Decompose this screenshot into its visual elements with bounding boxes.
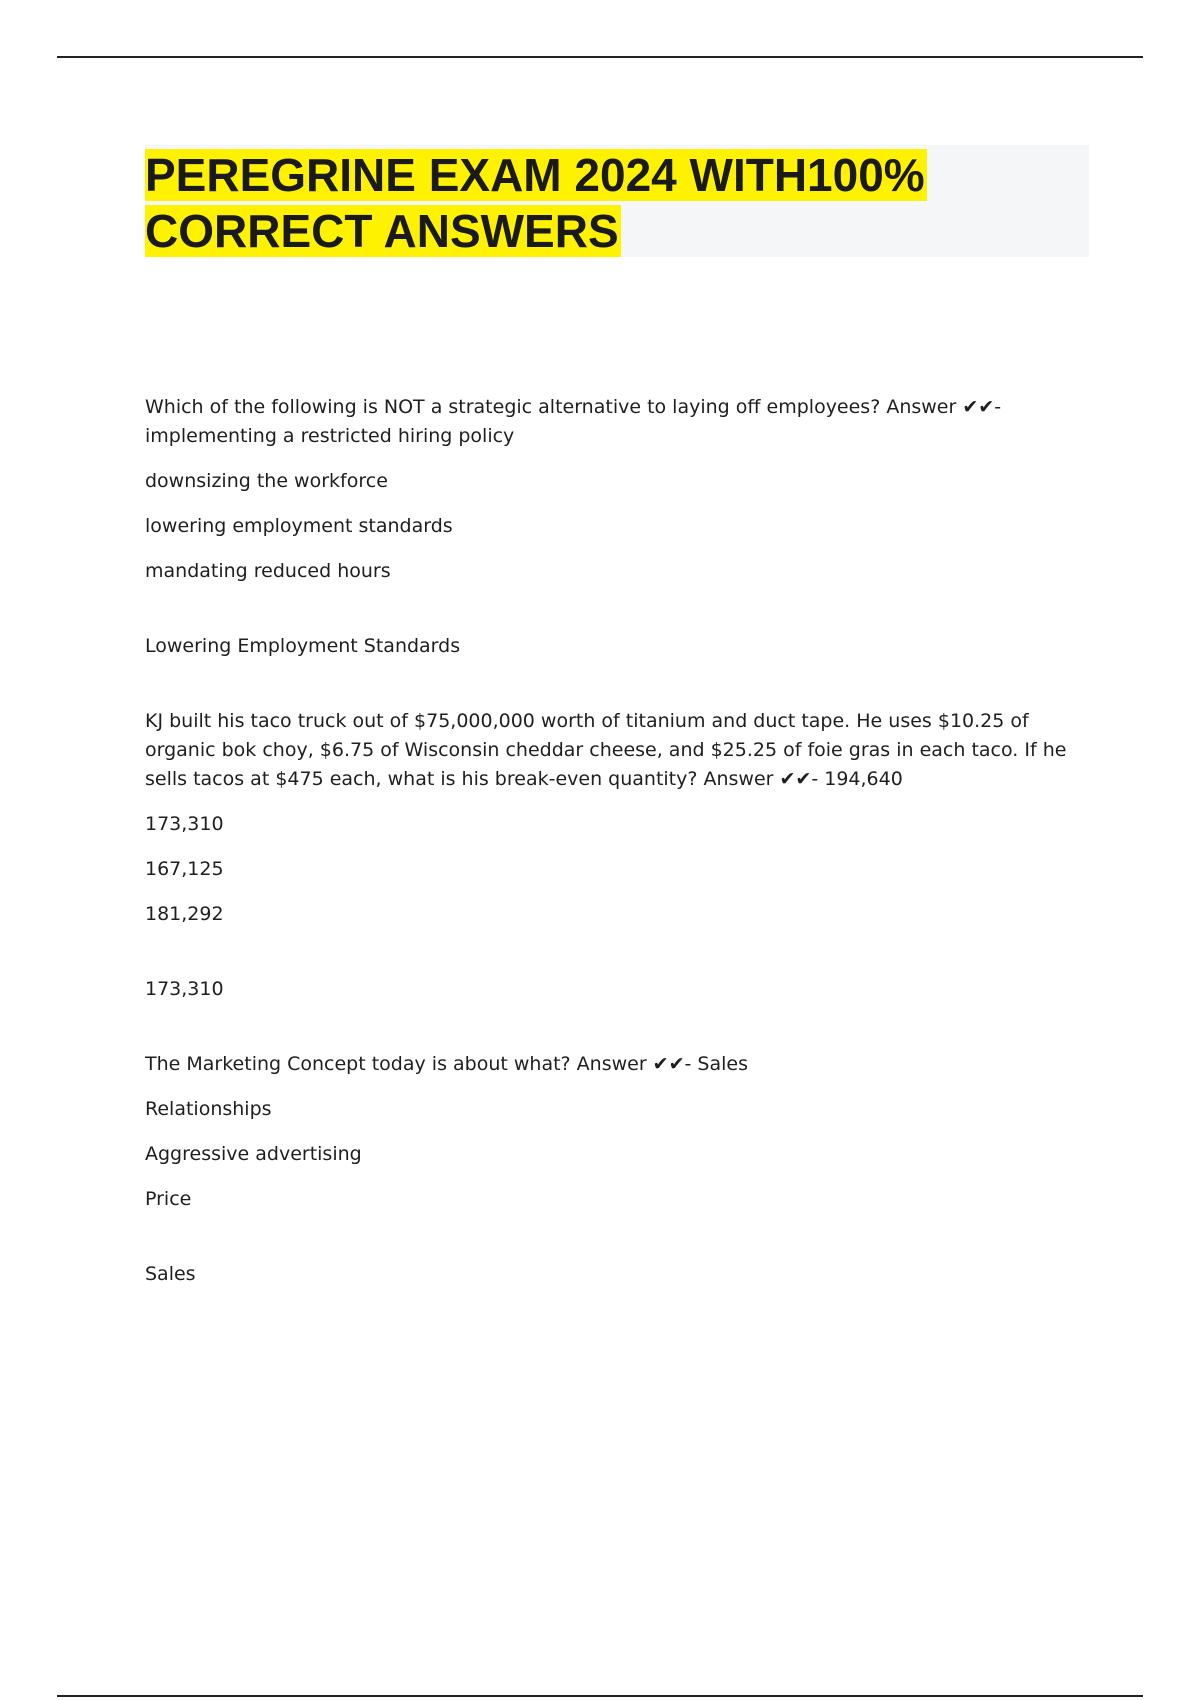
correct-answer: 173,310 [145, 978, 224, 1000]
bottom-rule [57, 1695, 1143, 1697]
correct-answer: Lowering Employment Standards [145, 635, 461, 657]
document-body [145, 393, 1095, 1289]
title-line-2: CORRECT ANSWERS [145, 205, 619, 257]
answer-option: Price [145, 1188, 192, 1210]
question-text: Which of the following is NOT a strategic alternative to laying off employees? Answer ✔✔- implementing a restricted hiring policy [145, 396, 1002, 447]
answer-option: 181,292 [145, 903, 224, 925]
question-block [145, 1050, 1095, 1289]
answer-option: 167,125 [145, 858, 224, 880]
answer-option: Aggressive advertising [145, 1143, 362, 1165]
top-rule [57, 56, 1143, 58]
answer-option: downsizing the workforce [145, 470, 388, 492]
answer-option: Relationships [145, 1098, 272, 1120]
document-title [145, 147, 1089, 259]
question-text: The Marketing Concept today is about what? Answer ✔✔- Sales [145, 1053, 748, 1075]
answer-option: 173,310 [145, 813, 224, 835]
question-text: KJ built his taco truck out of $75,000,000 worth of titanium and duct tape. He uses $10.25 of organic bok choy, $6.75 of Wisconsin cheddar cheese, and $25.25 of foie gras in each taco. If he sells tacos at $475 each, what is his break-even quantity? Answer ✔✔- 194,640 [145, 710, 1067, 790]
question-block [145, 707, 1095, 1004]
title-line-1: PEREGRINE EXAM 2024 WITH100% [145, 149, 925, 201]
correct-answer: Sales [145, 1263, 196, 1285]
question-block [145, 393, 1095, 661]
answer-option: lowering employment standards [145, 515, 453, 537]
answer-option: mandating reduced hours [145, 560, 391, 582]
